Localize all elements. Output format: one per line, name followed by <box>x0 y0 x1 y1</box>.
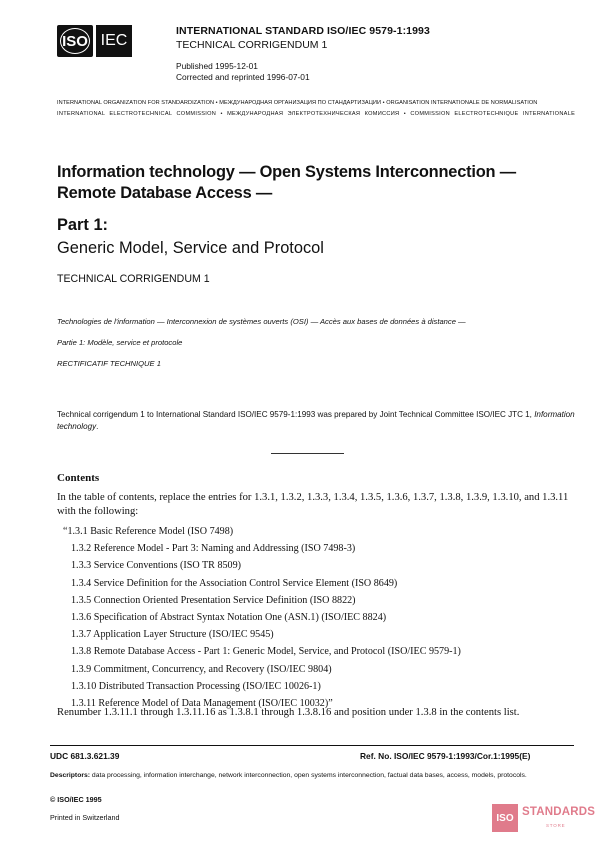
toc-entry: 1.3.9 Commitment, Concurrency, and Recovery (ISO/IEC 9804) <box>71 663 332 675</box>
iec-logo <box>96 25 132 57</box>
part-title: Generic Model, Service and Protocol <box>57 239 324 257</box>
french-corrigendum: RECTIFICATIF TECHNIQUE 1 <box>57 359 161 368</box>
toc-entry: 1.3.11 Reference Model of Data Management (ISO/IEC 10032)” <box>71 698 333 710</box>
preparation-committee: Information technology <box>57 410 575 431</box>
toc-entry: 1.3.6 Specification of Abstract Syntax Notation One (ASN.1) (ISO/IEC 8824) <box>71 612 387 624</box>
standards-store-watermark <box>492 804 596 836</box>
footer-rule <box>50 745 574 746</box>
udc-code: UDC 681.3.621.39 <box>50 751 120 761</box>
published-date: Published 1995-12-01 <box>176 61 258 71</box>
renumber-note: Renumber 1.3.11.1 through 1.3.11.16 as 1.3.8.1 through 1.3.8.16 and position under 1.3.8 in the contents list. <box>57 707 520 718</box>
organization-line-1: INTERNATIONAL ORGANIZATION FOR STANDARDIZATION • МЕЖДУНАРОДНАЯ ОРГАНИЗАЦИЯ ПО СТАНДАРТИЗАЦИИ • ORGANISATION INTERNATIONALE DE NORMALISATION <box>57 100 538 106</box>
copyright: © ISO/IEC 1995 <box>50 795 102 804</box>
french-title: Technologies de l'information — Interconnexion de systèmes ouverts (OSI) — Accès aux bases de données à distance — <box>57 317 466 326</box>
iso-logo-ring <box>60 28 90 54</box>
descriptors-label: Descriptors: <box>50 772 91 779</box>
contents-intro: In the table of contents, replace the entries for 1.3.1, 1.3.2, 1.3.3, 1.3.4, 1.3.5, 1.3.6, 1.3.7, 1.3.8, 1.3.9, 1.3.10, and 1.3.11 with the following: <box>57 492 569 517</box>
part-number: Part 1: <box>57 216 109 234</box>
descriptors-text: data processing, information interchange, network interconnection, open systems interconnection, factual data bases, access, models, protocols. <box>90 772 527 779</box>
corrected-date: Corrected and reprinted 1996-07-01 <box>176 72 310 82</box>
iso-logo-text: ISO <box>62 32 88 50</box>
printed-location: Printed in Switzerland <box>50 813 120 822</box>
corrigendum-label: TECHNICAL CORRIGENDUM 1 <box>57 273 210 285</box>
preparation-paragraph <box>57 409 577 433</box>
french-part: Partie 1: Modèle, service et protocole <box>57 338 183 347</box>
toc-entry: “1.3.1 Basic Reference Model (ISO 7498) <box>63 526 234 537</box>
separator-line <box>271 453 344 454</box>
toc-entry: 1.3.2 Reference Model - Part 3: Naming and Addressing (ISO 7498-3) <box>71 543 356 555</box>
logo-group <box>57 25 132 57</box>
toc-entry: 1.3.10 Distributed Transaction Processing (ISO/IEC 10026-1) <box>71 680 321 692</box>
corrigendum-subtitle: TECHNICAL CORRIGENDUM 1 <box>176 39 328 51</box>
toc-entry: 1.3.4 Service Definition for the Association Control Service Element (ISO 8649) <box>71 577 398 589</box>
watermark-store: STORE <box>546 823 566 828</box>
watermark-text: STANDARDS <box>522 806 596 818</box>
toc-entry: 1.3.5 Connection Oriented Presentation Service Definition (ISO 8822) <box>71 594 356 606</box>
iec-logo-text: IEC <box>100 32 128 49</box>
reference-number: Ref. No. ISO/IEC 9579-1:1993/Cor.1:1995(E) <box>360 751 531 761</box>
descriptors <box>50 771 575 781</box>
preparation-text: Technical corrigendum 1 to International Standard ISO/IEC 9579-1:1993 was prepared by Joint Technical Committee ISO/IEC JTC 1, <box>57 410 535 419</box>
toc-entry: 1.3.3 Service Conventions (ISO TR 8509) <box>71 560 241 572</box>
contents-heading: Contents <box>57 472 100 484</box>
main-title: Information technology — Open Systems Interconnection — Remote Database Access — <box>57 163 516 202</box>
watermark-iso-icon: ISO <box>492 804 518 832</box>
toc-entry: 1.3.8 Remote Database Access - Part 1: Generic Model, Service, and Protocol (ISO/IEC 9579-1) <box>71 646 461 658</box>
toc-list <box>63 523 461 712</box>
iso-logo <box>57 25 93 57</box>
organization-line-2: INTERNATIONAL ELECTROTECHNICAL COMMISSION • МЕЖДУНАРОДНАЯ ЭЛЕКТРОТЕХНИЧЕСКАЯ КОМИССИЯ • COMMISSION ELECTROTECHNIQUE INTERNATIONALE <box>57 111 576 117</box>
standard-title: INTERNATIONAL STANDARD ISO/IEC 9579-1:1993 <box>176 25 430 37</box>
toc-entry: 1.3.7 Application Layer Structure (ISO/IEC 9545) <box>71 629 274 641</box>
preparation-end: . <box>96 422 99 431</box>
